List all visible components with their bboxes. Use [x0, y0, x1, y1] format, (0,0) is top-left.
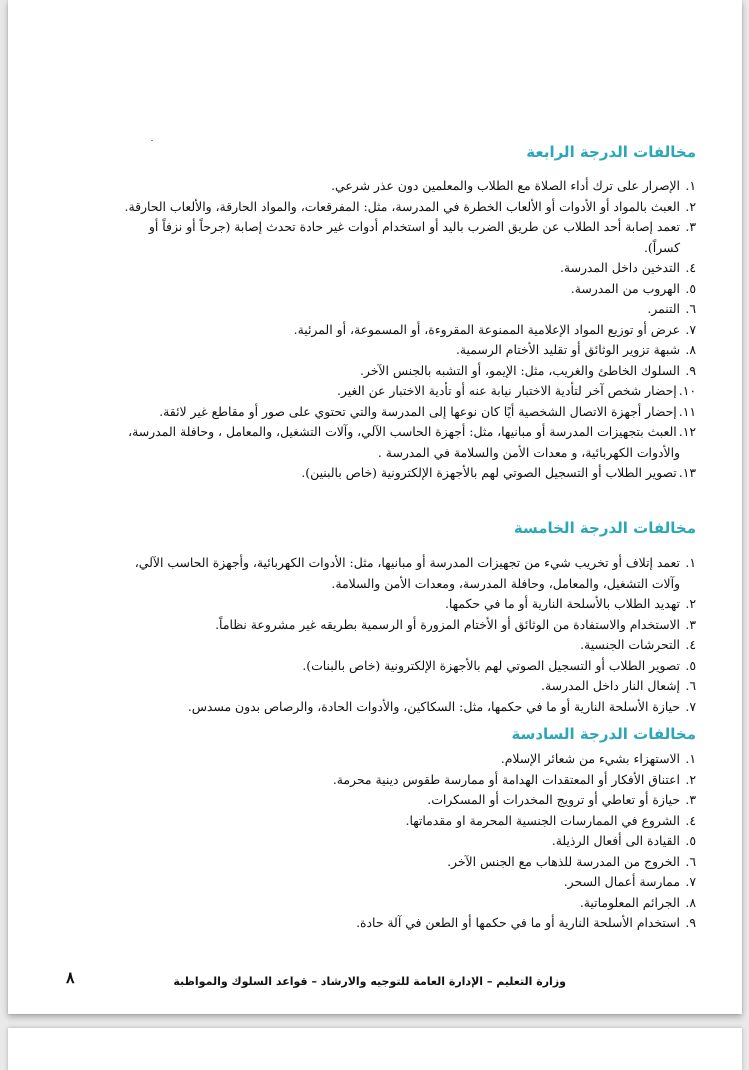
item-number: ٦. — [685, 853, 696, 869]
item-text: الشروع في الممارسات الجنسية المحرمة او مقدماتها. — [405, 812, 680, 828]
item-number: ٣. — [685, 616, 696, 632]
item-text-continuation: وآلات التشغيل، والمعامل، وحافلة المدرسة، ومعدات الأمن والسلامة. — [331, 575, 680, 591]
item-text: شبهة تزوير الوثائق أو تقليد الأختام الرسمية. — [455, 342, 680, 357]
list-item — [48, 594, 696, 615]
item-text: التدخين داخل المدرسة. — [559, 260, 680, 275]
list-item — [48, 893, 696, 914]
item-text: الهروب من المدرسة. — [570, 280, 680, 296]
list-item — [48, 697, 696, 718]
next-page-edge — [8, 1028, 742, 1070]
item-number: ١. — [685, 178, 696, 193]
item-number: ١٣. — [678, 465, 696, 480]
item-text: العبث بالمواد أو الأدوات أو الألعاب الخطرة في المدرسة، مثل: المفرقعات، والمواد الحارقة، والألعاب الحارقة. — [124, 198, 680, 214]
list-item — [48, 279, 696, 300]
item-number: ٢. — [685, 771, 696, 787]
item-text: الجرائم المعلوماتية. — [579, 894, 680, 910]
list-item — [48, 852, 696, 873]
list-item — [48, 422, 696, 463]
list-item — [48, 656, 696, 677]
list-item — [48, 615, 696, 636]
item-text: تصوير الطلاب أو التسجيل الصوتي لهم بالأجهزة الإلكترونية (خاص بالبنات). — [302, 657, 680, 673]
violations-list-sixth-degree — [48, 749, 696, 934]
item-number: ٧. — [685, 321, 696, 337]
list-item — [48, 197, 696, 218]
item-text: إحضار أجهزة الاتصال الشخصية أيًا كان نوعها إلى المدرسة والتي تحتوي على صور أو مقاطع غير لائقة. — [159, 403, 677, 419]
item-text: تعمد إتلاف أو تخريب شيء من تجهيزات المدرسة أو مبانيها، مثل: الأدوات الكهربائية، وأجهزة الحاسب الآلي، — [134, 555, 680, 570]
list-item — [48, 402, 696, 423]
list-item — [48, 872, 696, 893]
list-item — [48, 770, 696, 791]
list-item — [48, 811, 696, 832]
list-item — [48, 217, 696, 258]
item-number: ٤. — [685, 812, 696, 828]
section-title-fifth-degree: مخالفات الدرجة الخامسة — [513, 519, 696, 537]
item-number: ٧. — [685, 874, 696, 889]
item-text: الاستهزاء بشيء من شعائر الإسلام. — [500, 751, 680, 766]
item-number: ٤. — [685, 637, 696, 652]
list-item — [48, 790, 696, 811]
document-page — [8, 0, 742, 1014]
item-text: التحرشات الجنسية. — [580, 637, 680, 652]
item-text: إحضار شخص آخر لتأدية الاختبار نيابة عنه أو تأدية الاختبار عن الغير. — [336, 383, 677, 398]
item-text: الاستخدام والاستفادة من الوثائق أو الأختام المزورة أو الرسمية بطريقه غير مشروعة نظاماً. — [215, 616, 680, 632]
item-text: استخدام الأسلحة النارية أو ما في حكمها أو الطعن في آلة حادة. — [356, 915, 680, 930]
item-number: ٥. — [685, 833, 696, 848]
violations-list-fourth-degree — [48, 176, 696, 484]
item-number: ٨. — [685, 342, 696, 357]
item-text: تصوير الطلاب أو التسجيل الصوتي لهم بالأجهزة الإلكترونية (خاص بالبنين). — [301, 465, 677, 480]
item-number: ٧. — [685, 698, 696, 714]
list-item — [48, 258, 696, 279]
item-number: ١٠. — [678, 383, 696, 398]
item-number: ١. — [685, 555, 696, 570]
item-number: ٨. — [685, 894, 696, 910]
item-number: ٢. — [685, 596, 696, 611]
list-item — [48, 913, 696, 934]
item-text-continuation: والأدوات الكهربائية، و معدات الأمن والسلامة في المدرسة . — [377, 444, 680, 460]
item-number: ٦. — [685, 301, 696, 316]
item-number: ٩. — [685, 362, 696, 378]
item-text: تهديد الطلاب بالأسلحة النارية أو ما في حكمها. — [444, 596, 680, 611]
list-item — [48, 463, 696, 484]
item-number: ٥. — [685, 280, 696, 296]
page-number: ٨ — [66, 968, 75, 987]
item-text: السلوك الخاطئ والغريب، مثل: الإيمو، أو التشبه بالجنس الآخر. — [359, 362, 680, 378]
page-footer: وزارة التعليم – الإدارة العامة للتوجيه والارشاد – قواعد السلوك والمواظبة — [173, 975, 566, 988]
stray-mark — [151, 140, 153, 141]
section-title-fourth-degree: مخالفات الدرجة الرابعة — [526, 143, 696, 161]
item-number: ٢. — [685, 198, 696, 214]
item-number: ٦. — [685, 678, 696, 693]
item-text: اعتناق الأفكار أو المعتقدات الهدامة أو ممارسة طقوس دينية محرمة. — [332, 771, 680, 787]
item-text: القيادة الى أفعال الرذيلة. — [551, 833, 680, 848]
item-number: ١٢. — [678, 424, 696, 439]
list-item — [48, 676, 696, 697]
item-text: العبث بتجهيزات المدرسة أو مبانيها، مثل: أجهزة الحاسب الآلي، وآلات التشغيل، والمعامل ، وحافلة المدرسة، — [128, 424, 677, 439]
list-item — [48, 749, 696, 770]
item-number: ٤. — [685, 260, 696, 275]
list-item — [48, 381, 696, 402]
item-text: حيازة الأسلحة النارية أو ما في حكمها، مثل: السكاكين، والأدوات الحادة، والرصاص بدون مسدس. — [187, 698, 680, 714]
item-text-continuation: كسراً). — [643, 239, 680, 255]
item-number: ١١. — [678, 403, 696, 419]
item-text: الخروج من المدرسة للذهاب مع الجنس الآخر. — [447, 853, 680, 869]
item-number: ٣. — [685, 792, 696, 807]
section-title-sixth-degree: مخالفات الدرجة السادسة — [511, 725, 696, 743]
list-item — [48, 176, 696, 197]
list-item — [48, 361, 696, 382]
list-item — [48, 635, 696, 656]
item-text: إشعال النار داخل المدرسة. — [541, 678, 680, 693]
item-text: عرض أو توزيع المواد الإعلامية الممنوعة المقروءة، أو المسموعة، أو المرئية. — [293, 321, 680, 337]
item-number: ٥. — [685, 657, 696, 673]
list-item — [48, 299, 696, 320]
item-text: التنمر. — [647, 301, 680, 316]
item-number: ٣. — [685, 219, 696, 234]
list-item — [48, 831, 696, 852]
violations-list-fifth-degree — [48, 553, 696, 717]
item-text: الإصرار على ترك أداء الصلاة مع الطلاب والمعلمين دون عذر شرعي. — [331, 178, 680, 193]
list-item — [48, 320, 696, 341]
item-text: ممارسة أعمال السحر. — [563, 874, 680, 889]
item-number: ٩. — [685, 915, 696, 930]
item-number: ١. — [685, 751, 696, 766]
item-text: حيازة أو تعاطي أو ترويج المخدرات أو المسكرات. — [427, 792, 680, 807]
list-item — [48, 553, 696, 594]
list-item — [48, 340, 696, 361]
item-text: تعمد إصابة أحد الطلاب عن طريق الضرب باليد أو استخدام أدوات غير حادة تحدث إصابة (جرحاً أو نزفاً أو — [148, 219, 680, 234]
